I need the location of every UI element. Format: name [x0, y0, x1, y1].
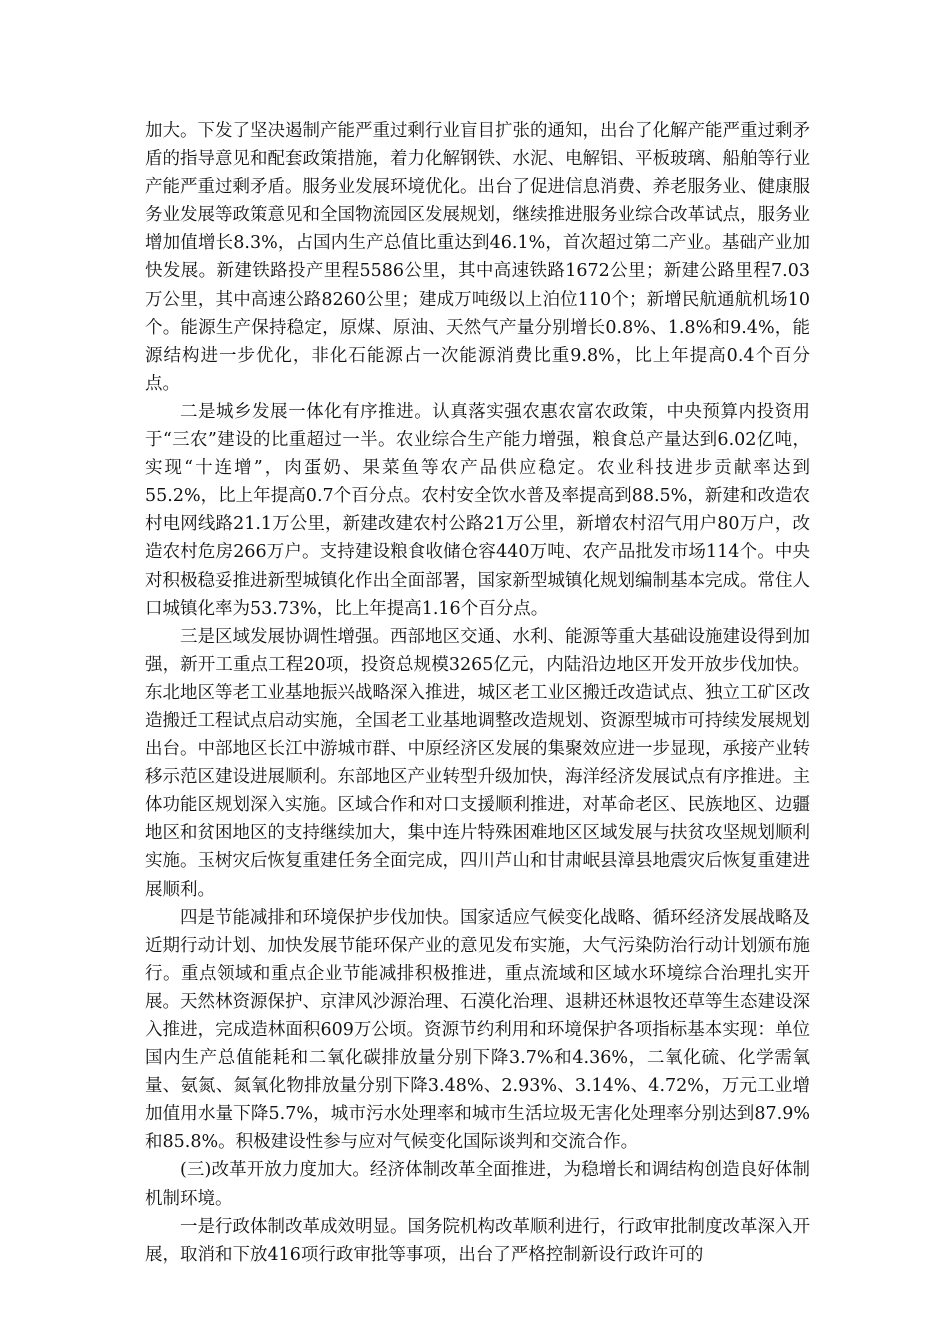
paragraph-administrative-reform: 一是行政体制改革成效明显。国务院机构改革顺利进行，行政审批制度改革深入开展，取消和下放416项行政审批等事项，出台了严格控制新设行政许可的	[145, 1216, 810, 1265]
paragraph-energy-environment: 四是节能减排和环境保护步伐加快。国家适应气候变化战略、循环经济发展战略及近期行动计划、加快发展节能环保产业的意见发布实施，大气污染防治行动计划颁布施行。重点领域和重点企业节能减排积极推进，重点流域和区域水环境综合治理扎实开展。天然林资源保护、京津风沙源治理、石漠化治理、退耕还林退牧还草等生态建设深入推进，完成造林面积609万公顷。资源节约利用和环境保护各项指标基本实现：单位国内生产总值能耗和二氧化碳排放量分别下降3.7%和4.36%，二氧化硫、化学需氧量、氨氮、氮氧化物排放量分别下降3.48%、2.93%、3.14%、4.72%，万元工业增加值用水量下降5.7%，城市污水处理率和城市生活垃圾无害化处理率分别达到87.9%和85.8%。积极建设性参与应对气候变化国际谈判和交流合作。	[145, 907, 810, 1153]
paragraph-urban-rural: 二是城乡发展一体化有序推进。认真落实强农惠农富农政策，中央预算内投资用于“三农”建设的比重超过一半。农业综合生产能力增强，粮食总产量达到6.02亿吨，实现“十连增”，肉蛋奶、果菜鱼等农产品供应稳定。农业科技进步贡献率达到55.2%，比上年提高0.7个百分点。农村安全饮水普及率提高到88.5%，新建和改造农村电网线路21.1万公里，新建改建农村公路21万公里，新增农村沼气用户80万户，改造农村危房266万户。支持建设粮食收储仓容440万吨、农产品批发市场114个。中央对积极稳妥推进新型城镇化作出全面部署，国家新型城镇化规划编制基本完成。常住人口城镇化率为53.73%，比上年提高1.16个百分点。	[145, 401, 810, 619]
paragraph-industry-continued: 加大。下发了坚决遏制产能严重过剩行业盲目扩张的通知，出台了化解产能严重过剩矛盾的指导意见和配套政策措施，着力化解钢铁、水泥、电解铝、平板玻璃、船舶等行业产能严重过剩矛盾。服务业发展环境优化。出台了促进信息消费、养老服务业、健康服务业发展等政策意见和全国物流园区发展规划，继续推进服务业综合改革试点，服务业增加值增长8.3%，占国内生产总值比重达到46.1%，首次超过第二产业。基础产业加快发展。新建铁路投产里程5586公里，其中高速铁路1672公里；新建公路里程7.03万公里，其中高速公路8260公里；建成万吨级以上泊位110个；新增民航通航机场10个。能源生产保持稳定，原煤、原油、天然气产量分别增长0.8%、1.8%和9.4%，能源结构进一步优化，非化石能源占一次能源消费比重9.8%，比上年提高0.4个百分点。	[145, 121, 810, 394]
document-body	[145, 117, 810, 1269]
paragraph-regional: 三是区域发展协调性增强。西部地区交通、水利、能源等重大基础设施建设得到加强，新开工重点工程20项，投资总规模3265亿元，内陆沿边地区开发开放步伐加快。东北地区等老工业基地振兴战略深入推进，城区老工业区搬迁改造试点、独立工矿区改造搬迁工程试点启动实施，全国老工业基地调整改造规划、资源型城市可持续发展规划出台。中部地区长江中游城市群、中原经济区发展的集聚效应进一步显现，承接产业转移示范区建设进展顺利。东部地区产业转型升级加快，海洋经济发展试点有序推进。主体功能区规划深入实施。区域合作和对口支援顺利推进，对革命老区、民族地区、边疆地区和贫困地区的支持继续加大，集中连片特殊困难地区区域发展与扶贫攻坚规划顺利实施。玉树灾后恢复重建任务全面完成，四川芦山和甘肃岷县漳县地震灾后恢复重建进展顺利。	[145, 626, 810, 900]
paragraph-section-reform-heading: (三)改革开放力度加大。经济体制改革全面推进，为稳增长和调结构创造良好体制机制环境。	[145, 1160, 810, 1209]
